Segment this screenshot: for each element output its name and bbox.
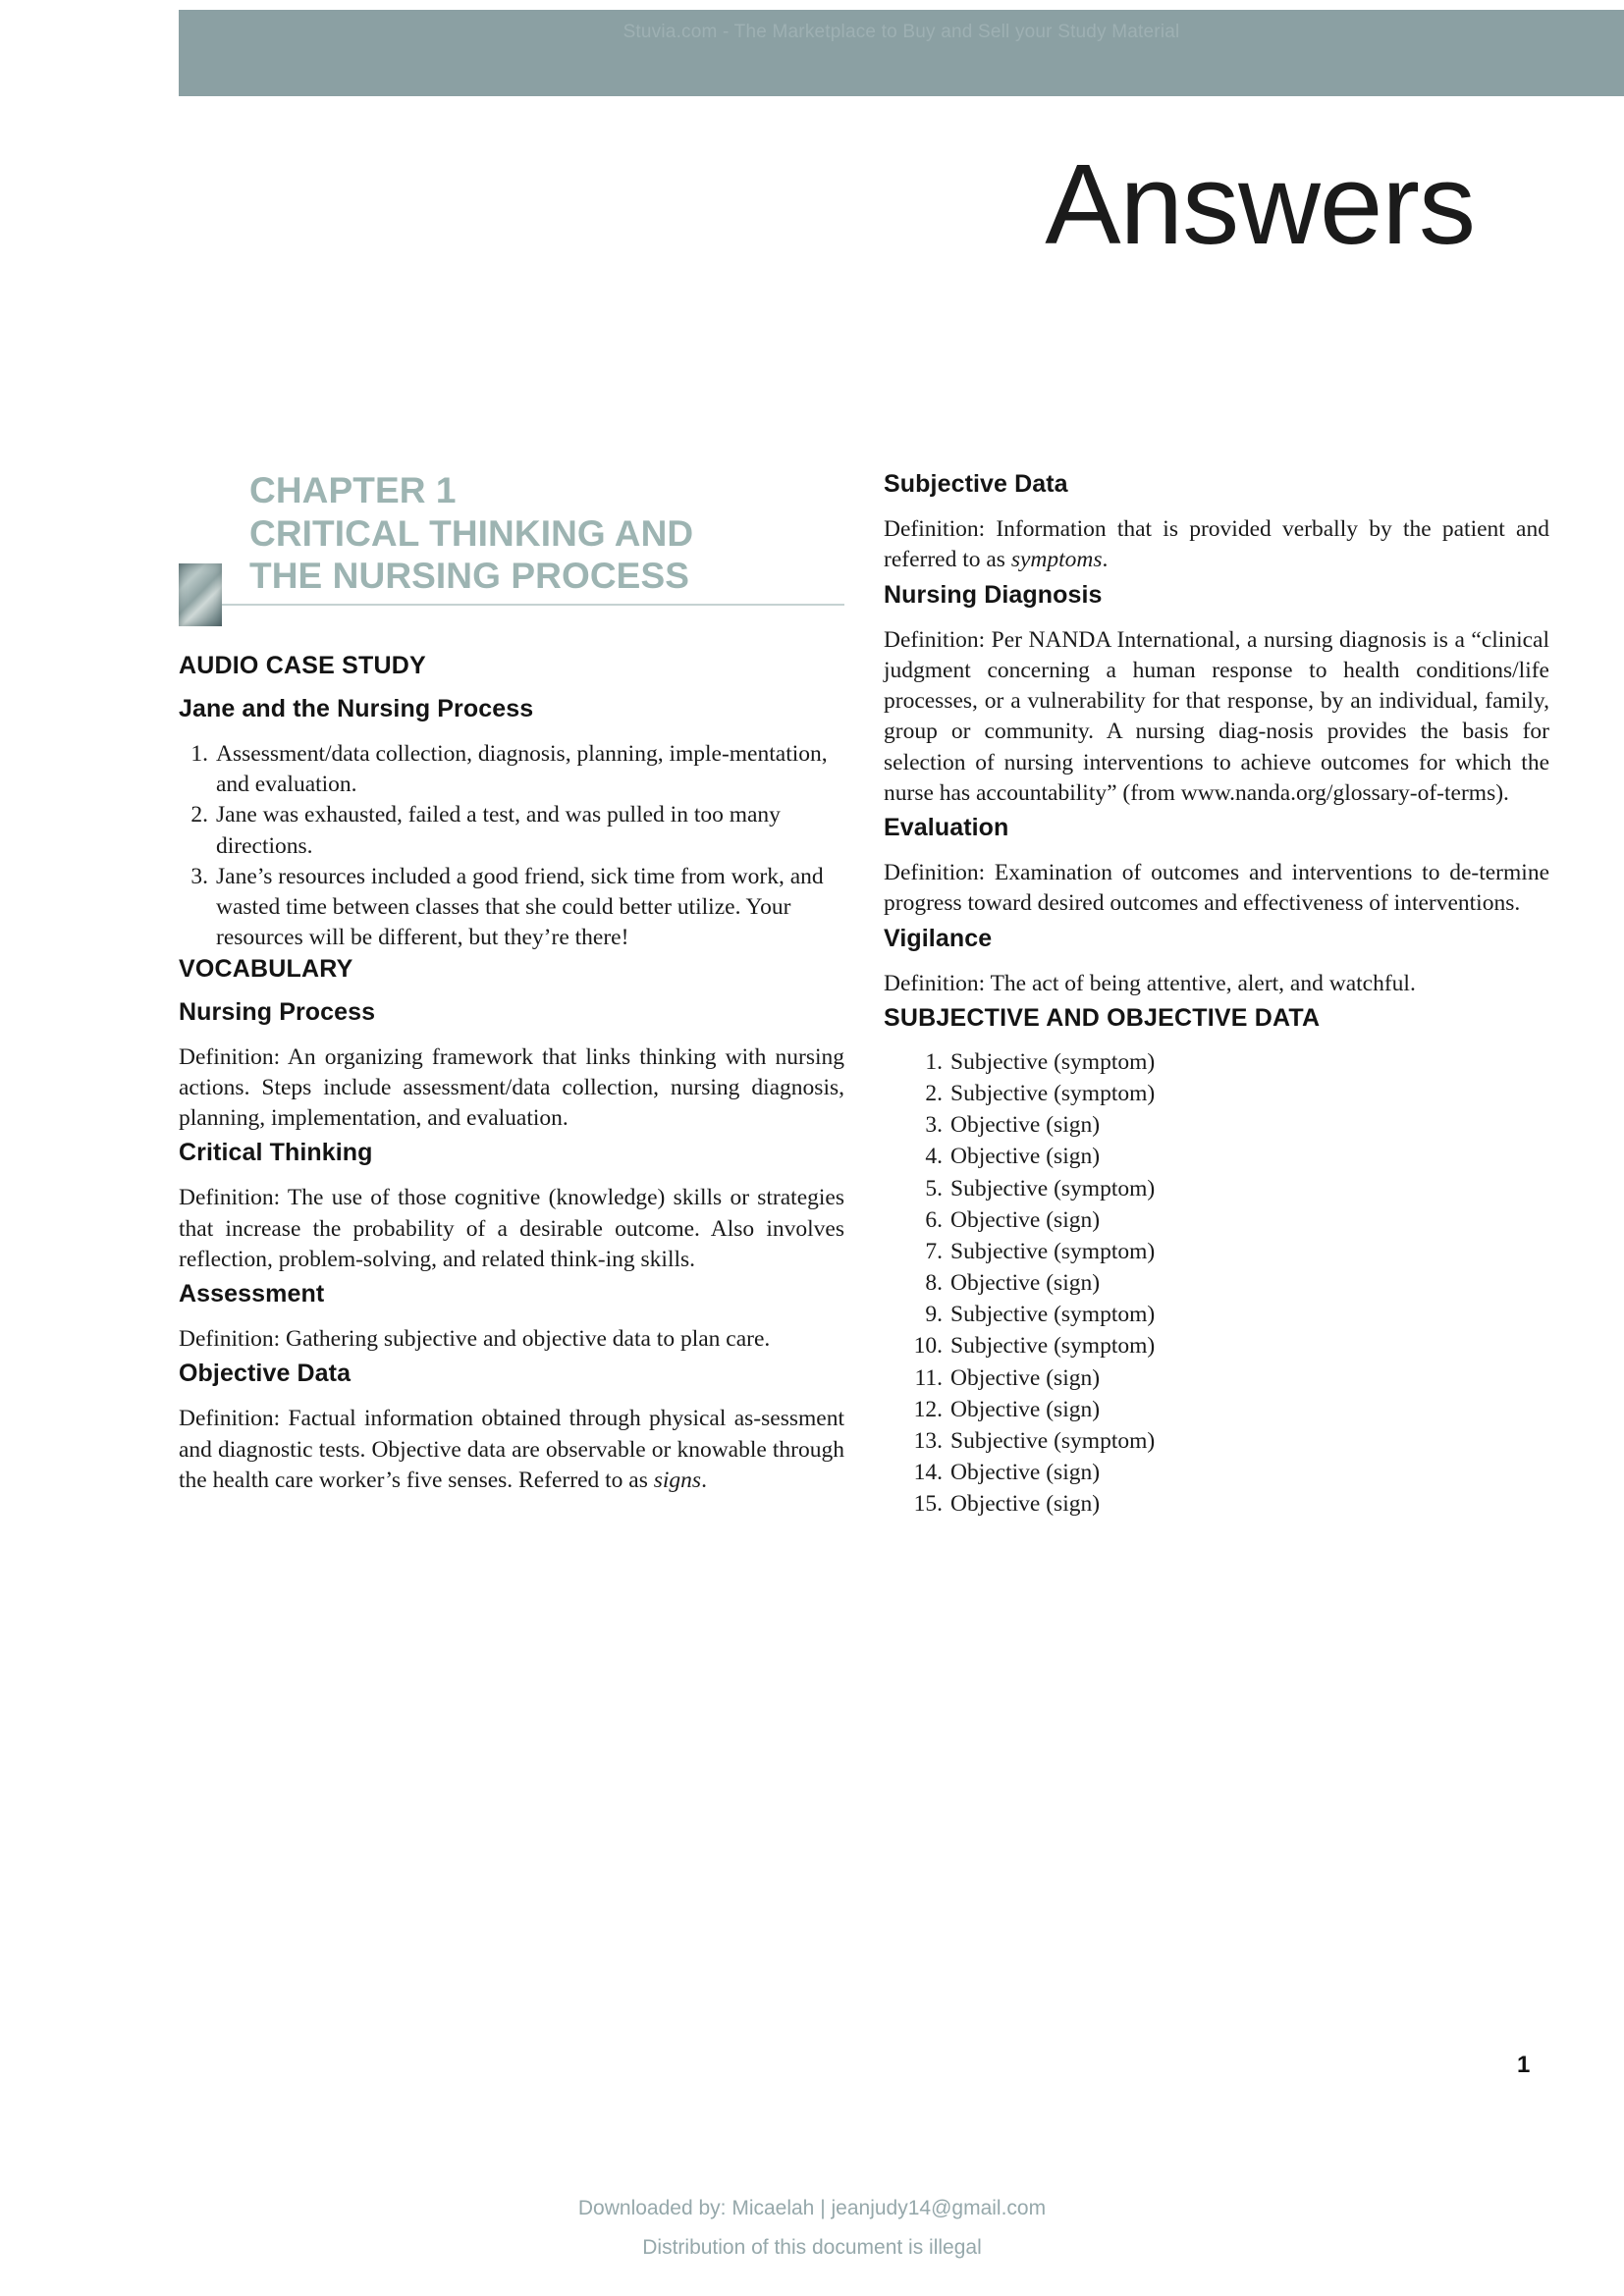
list-item: Objective (sign): [950, 1270, 1101, 1297]
term-heading-nursing-diagnosis: Nursing Diagnosis: [884, 580, 1103, 609]
footer-downloaded-by: Downloaded by: Micaelah | jeanjudy14@gmail.com: [577, 2197, 1047, 2219]
list-item: Subjective (symptom): [950, 1333, 1156, 1360]
definition-objective-data-pre: Definition: Factual information obtained through physical as-sessment and diagnostic tests. Objective data are observable or knowable through the health care worker’s five senses. Referred to as: [179, 1406, 844, 1493]
chapter-masthead: [179, 469, 844, 606]
definition-subjective-data-italic: symptoms: [1010, 547, 1103, 573]
list-item: Objective (sign): [950, 1206, 1101, 1233]
list-item: Subjective (symptom): [950, 1080, 1156, 1106]
term-heading-subjective-data: Subjective Data: [884, 470, 1068, 498]
list-item: Subjective (symptom): [950, 1175, 1156, 1201]
definition-objective-data: [179, 1404, 844, 1496]
list-item: Objective (sign): [950, 1491, 1101, 1518]
list-item: Assessment/data collection, diagnosis, planning, imple-mentation, and evaluation.: [216, 740, 828, 798]
page-title: Answers: [1045, 140, 1475, 268]
stuvia-watermark-banner: [179, 10, 1624, 96]
definition-subjective-data-pre: Definition: Information that is provided verbally by the patient and referred to as: [884, 516, 1549, 573]
list-item: Jane was exhausted, failed a test, and was pulled in too many directions.: [216, 802, 781, 859]
chapter-number-line: CHAPTER 1: [249, 470, 457, 510]
definition-objective-data-italic: signs: [653, 1467, 702, 1493]
term-heading-objective-data: Objective Data: [179, 1360, 352, 1388]
left-column: [179, 469, 844, 1500]
term-heading-jane-and-the-nursing-process: Jane and the Nursing Process: [179, 694, 534, 722]
definition-critical-thinking: Definition: The use of those cognitive (knowledge) skills or strategies that increase the probability of a desirable outcome. Also involves reflection, problem-solving, and related think-ing skills.: [179, 1185, 844, 1272]
definition-nursing-diagnosis: Definition: Per NANDA International, a nursing diagnosis is a “clinical judgment concerning a human response to health conditions/life processes, or a vulnerability for that response, by an individual, family, group or community. A nursing diag-nosis provides the basis for selection of nursing interventions to achieve outcomes for which the nurse has accountability” (from www.nanda.org/glossary-of-terms).: [884, 626, 1549, 806]
list-item: Objective (sign): [950, 1396, 1101, 1422]
list-item: Objective (sign): [950, 1460, 1101, 1486]
list-item: Jane’s resources included a good friend, sick time from work, and wasted time between classes that she could better utilize. Your resources will be different, but they’re there!: [216, 863, 824, 951]
term-heading-nursing-process: Nursing Process: [179, 997, 376, 1026]
list-item: Subjective (symptom): [950, 1428, 1156, 1454]
definition-evaluation: Definition: Examination of outcomes and interventions to de-termine progress toward desired outcomes and effectiveness of interventions.: [884, 860, 1549, 917]
section-heading-subjective-and-objective-data: SUBJECTIVE AND OBJECTIVE DATA: [884, 1003, 1321, 1032]
definition-subjective-data-post: .: [1102, 547, 1109, 573]
stuvia-watermark-text: Stuvia.com - The Marketplace to Buy and Sell your Study Material: [623, 22, 1180, 42]
list-item: Objective (sign): [950, 1112, 1101, 1139]
chapter-heading: [179, 469, 844, 604]
term-heading-vigilance: Vigilance: [884, 924, 993, 952]
section-heading-vocabulary: VOCABULARY: [179, 954, 353, 983]
term-heading-assessment: Assessment: [179, 1280, 325, 1308]
definition-vigilance: Definition: The act of being attentive, alert, and watchful.: [884, 970, 1416, 996]
section-heading-audio-case-study: AUDIO CASE STUDY: [179, 651, 426, 679]
page-number: 1: [1517, 2052, 1531, 2078]
right-column: [884, 469, 1549, 1521]
list-item: Subjective (symptom): [950, 1048, 1156, 1075]
chapter-thumbnail-image: [179, 563, 222, 626]
term-heading-evaluation: Evaluation: [884, 814, 1009, 841]
definition-subjective-data: [884, 514, 1549, 576]
definition-objective-data-post: .: [701, 1467, 707, 1493]
chapter-title-line-2: THE NURSING PROCESS: [249, 556, 690, 597]
list-item: Subjective (symptom): [950, 1302, 1156, 1328]
definition-assessment: Definition: Gathering subjective and objective data to plan care.: [179, 1326, 771, 1353]
list-item: Subjective (symptom): [950, 1238, 1156, 1264]
document-footer: [0, 2197, 1624, 2260]
footer-distribution-notice: Distribution of this document is illegal: [642, 2236, 982, 2259]
subjective-objective-answer-list: [884, 1046, 1549, 1521]
chapter-title-line-1: CRITICAL THINKING AND: [249, 512, 694, 554]
list-item: Objective (sign): [950, 1364, 1101, 1391]
definition-nursing-process: Definition: An organizing framework that links thinking with nursing actions. Steps include assessment/data collection, nursing diagnosis, planning, implementation, and evaluation.: [179, 1043, 844, 1132]
term-heading-critical-thinking: Critical Thinking: [179, 1139, 373, 1167]
list-item: Objective (sign): [950, 1144, 1101, 1170]
chapter-divider-rule: [179, 604, 844, 606]
audio-case-study-answer-list: [179, 739, 844, 954]
